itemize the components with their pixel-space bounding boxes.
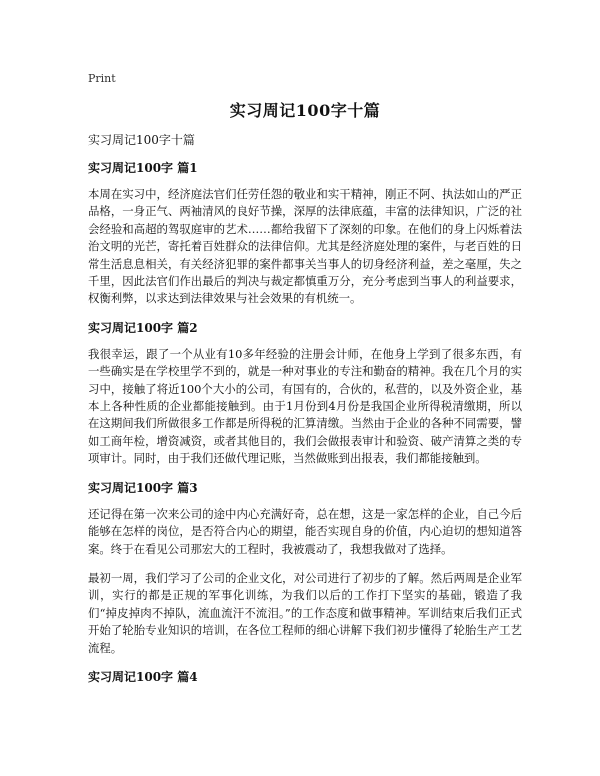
section-heading-4: 实习周记100字 篇4 [88, 669, 198, 684]
section-heading-2: 实习周记100字 篇2 [88, 320, 198, 335]
section-3-paragraph-2: 最初一周，我们学习了公司的企业文化，对公司进行了初步的了解。然后两周是企业军训，实行的都是正规的军事化训练，为我们以后的工作打下坚实的基础，锻造了我们“掉皮掉肉不掉队，流血流汗不流泪。”的工作态度和做事精神。军训结束后我们正式开始了轮胎专业知识的培训，在各位工程师的细心讲解下我们初步懂得了轮胎生产工艺流程。 [88, 570, 522, 655]
section-heading-3: 实习周记100字 篇3 [88, 480, 198, 495]
section-3-paragraph-1: 还记得在第一次来公司的途中内心充满好奇，总在想，这是一家怎样的企业，自己今后能够在怎样的岗位，是否符合内心的期望，能否实现自身的价值，内心迫切的想知道答案。终于在看见公司那宏大的工程时，我被震动了，我想我做对了选择。 [88, 506, 522, 556]
section-1-paragraph: 本周在实习中，经济庭法官们任劳任怨的敬业和实干精神，刚正不阿、执法如山的严正品格，一身正气、两袖清风的良好节操，深厚的法律底蕴，丰富的法律知识，广泛的社会经验和高超的驾驭庭审的艺术……都给我留下了深刻的印象。在他们的身上闪烁着法治文明的光芒，寄托着百姓群众的法律信仰。尤其是经济庭处理的案件，与老百姓的日常生活息息相关，有关经济犯罪的案件都事关当事人的切身经济利益，差之毫厘，失之千里，因此法官们作出最后的判决与裁定都慎重万分，充分考虑到当事人的利益要求，权衡利弊，以求达到法律效果与社会效果的有机统一。 [88, 187, 522, 306]
section-2-paragraph: 我很幸运，跟了一个从业有10多年经验的注册会计师，在他身上学到了很多东西，有一些确实是在学校里学不到的，就是一种对事业的专注和勤奋的精神。我在几个月的实习中，接触了将近100个大小的公司，有国有的，合伙的，私营的，以及外资企业，基本上各种性质的企业都能接触到。由于1月份到4月份是我国企业所得税清缴期，所以在这期间我们所做很多工作都是所得税的汇算清缴。当然由于企业的各种不同需要，譬如工商年检，增资减资，或者其他目的，我们会做报表审计和验资、破产清算之类的专项审计。同时，由于我们还做代理记账，当然做账到出报表，我们都能接触到。 [88, 346, 522, 466]
print-label[interactable]: Print [88, 72, 116, 85]
document-title: 实习周记100字十篇 [229, 101, 381, 120]
document-body [88, 160, 522, 695]
document-subtitle: 实习周记100字十篇 [88, 133, 195, 147]
section-heading-1: 实习周记100字 篇1 [88, 161, 198, 175]
